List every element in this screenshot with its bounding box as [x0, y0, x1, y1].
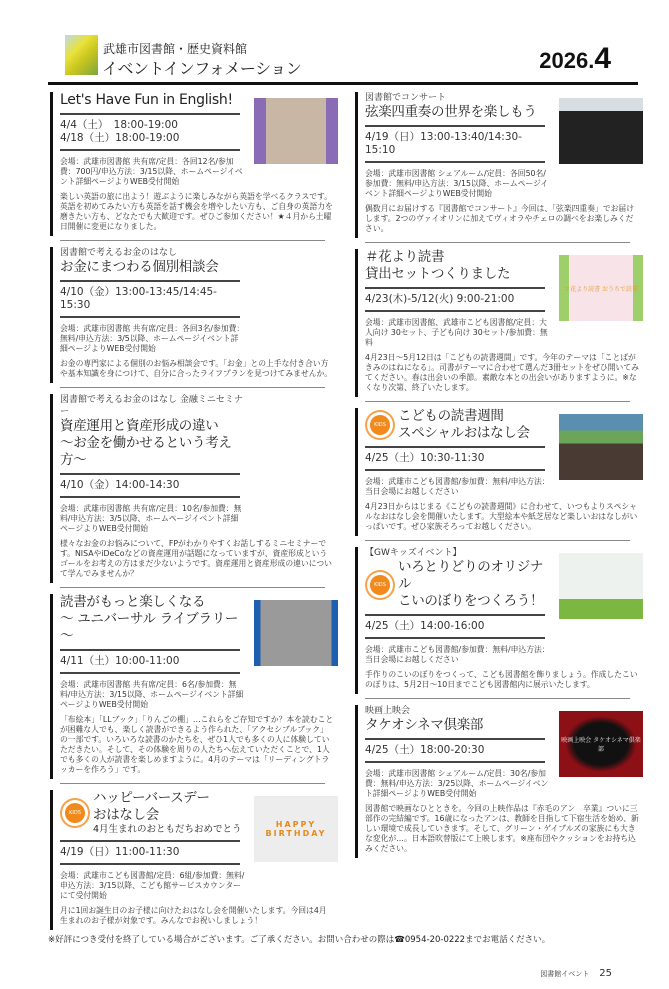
event-card: [50, 394, 337, 583]
event-top: [365, 92, 642, 199]
image-caption: 映画上映会 タケオシネマ倶楽部: [561, 737, 641, 753]
title-rule: [60, 280, 240, 282]
event-title-line: お金にまつわる個別相談会: [60, 259, 219, 275]
event-card: [355, 705, 642, 858]
page-title: イベントインフォメーション: [102, 59, 302, 78]
event-title-block: [60, 418, 246, 469]
event-title-line: 弦楽四重奏の世界を楽しもう: [365, 104, 537, 120]
card-divider: [60, 387, 325, 388]
date-rule: [365, 310, 545, 312]
image-caption: HAPPY BIRTHDAY: [265, 820, 327, 838]
event-card: [50, 790, 337, 930]
event-top: [60, 92, 337, 187]
page-header: [0, 0, 669, 92]
date-rule: [365, 637, 545, 639]
quartet-photo: [559, 98, 643, 164]
event-description: 偶数月にお届けする『図書館でコンサート』今回は、「弦楽四重奏」でお届けします。2つのヴァイオリンに加えてヴィオラやチェロの調べをお楽しみください。: [365, 204, 634, 233]
organization-name: 武雄市図書館・歴史資料館: [103, 42, 248, 56]
event-top: [365, 408, 642, 497]
event-date: 4/23(木)-5/12(火) 9:00-21:00: [365, 293, 515, 305]
event-description: 月に1回お誕生日のお子様に向けたおはなし会を開催いたします。今回は4月生まれのお子様が対象です。みんなでお祝いしましょう！: [60, 906, 327, 925]
title-rule: [60, 840, 240, 842]
event-title-block: [398, 559, 551, 610]
event-card: [355, 408, 642, 536]
kids-sun-icon: KIDS: [370, 415, 390, 435]
title-rule: [60, 649, 240, 651]
birthday-candles-photo: [254, 796, 338, 862]
kids-title-row: [365, 559, 551, 610]
event-info: 会場：武雄市図書館 シェアルーム/定員：30名/参加費：無料/申込方法：3/25以降、ホームページイベント詳細ページよりWEB受付開始: [365, 769, 549, 798]
event-date: 4/18（土）18:00-19:00: [60, 132, 180, 144]
event-subtitle: 4月生まれのおともだちおめでとう: [93, 824, 242, 835]
left-column: [50, 92, 337, 930]
right-column: [355, 92, 642, 930]
event-title-block: [60, 259, 246, 276]
event-title-line: スペシャルおはなし会: [398, 425, 530, 441]
event-date: 4/25（土）18:00-20:30: [365, 744, 485, 756]
event-heading: [60, 790, 246, 901]
title-rule: [60, 473, 240, 475]
event-card: [355, 92, 642, 238]
date-rule: [365, 161, 545, 163]
event-top: [60, 394, 337, 534]
event-heading: [365, 249, 551, 348]
event-title-line: 資産運用と資産形成の違い: [60, 418, 219, 434]
card-divider: [365, 540, 630, 541]
event-heading: [60, 247, 246, 354]
event-kicker: 図書館でコンサート: [365, 93, 447, 103]
consultation-illustration: [254, 253, 338, 319]
event-top: [60, 594, 337, 710]
event-top: [365, 547, 642, 665]
event-heading: [365, 547, 551, 665]
title-rule: [365, 614, 545, 616]
event-title-line: 貸出セットつくりました: [365, 266, 511, 282]
event-info: 会場：武雄市図書館 共有席/定員：各回3名/参加費：無料/申込方法：3/5以降、ホームページイベント詳細ページよりWEB受付開始: [60, 324, 245, 353]
card-divider: [365, 698, 630, 699]
issue-year: 2026.: [539, 48, 595, 73]
event-description: 楽しい英語の旅に出よう！遊ぶように楽しみながら英語を学べるクラスです。英語を初めてみたい方も英語を話す機会を増やしたい方も、ご自身の英語力を磨きたい方も、どなたでも大歓迎です。ぜひご参加ください！★４月から土曜日開催に変更になりました。: [60, 192, 333, 231]
title-rule: [365, 446, 545, 448]
card-divider: [60, 587, 325, 588]
event-description: お金の専門家による個別のお悩み相談会です。「お金」との上手な付き合い方や基本知識を身につけて、自分に合ったライフプランを見つけてみませんか。: [60, 359, 333, 378]
event-description: 「布絵本」「LLブック」「りんごの棚」…これらをご存知ですか？本を読むことが困難な人でも、楽しく読書ができるよう作られた、「アクセシブルブック」の一部です。いろいろな読書のかたちを、ぜひ1人でも多くの人に体験していただきたい。そして、その体験を周りの人たちへ伝えていただくことで、1人でも多くの人が読書を楽しめますように。4月のテーマは「リーディングトラッカーを作ろう」です。: [60, 715, 334, 774]
event-description: 4月23日からはじまる《こどもの読書週間》に合わせて、いつもよりスペシャルなおはなし会を開催いたします。大型絵本や紙芝居など楽しいおはなしがいっぱいです。ぜひ家族そろってお越しください。: [365, 502, 638, 531]
event-heading: [60, 594, 246, 710]
issue-date: [539, 42, 611, 76]
title-rule: [365, 738, 545, 740]
event-top: [365, 705, 642, 799]
event-info: 会場：武雄市図書館 共有席/定員：6名/参加費：無料/申込方法：3/15以降、ホームページイベント詳細ページよりWEB受付開始: [60, 680, 244, 709]
date-rule: [60, 316, 240, 318]
event-title-line: Let's Have Fun in English!: [60, 92, 233, 108]
storytime-photo: [559, 414, 643, 480]
event-date: 4/10（金）13:00-13:45/14:45-15:30: [60, 286, 217, 311]
date-rule: [60, 149, 240, 151]
header-flower-photo: [65, 35, 98, 75]
event-description: 図書館で映画なひとときを。今回の上映作品は『赤毛のアン 卒業』ついに三部作の完結編です。16歳になったアンは、教師を目指して下宿生活を始め、新しい環境で成長していきます。そして、グリーン・ゲイブルズの家族にも大きな変化が…。日本語吹替版にて上映します。※座布団やクッションをお持ち込みください。: [365, 804, 639, 853]
event-description: 4月23日〜5月12日は「こどもの読書週間」です。今年のテーマは「ことばがきみのはねになる」。司書がテーマに合わせて選んだ3冊セットをぜひ開いてみてください。春は出会いの季節。素敵な本との出会いがありますように。※なくなり次第、終了いたします。: [365, 353, 639, 392]
theater-curtain: [559, 711, 643, 777]
event-title-line: いろとりどりのオリジナル: [398, 559, 544, 592]
date-rule: [60, 672, 240, 674]
event-title-block: [60, 594, 246, 645]
event-info: 会場：武雄市こども図書館/参加費：無料/申込方法：当日会場にお越しください: [365, 645, 550, 664]
page-footer: [0, 968, 612, 979]
event-title-block: [365, 249, 551, 283]
event-kicker: 映画上映会: [365, 706, 411, 716]
event-title-line: こどもの読書週間: [398, 408, 504, 424]
event-heading: [365, 408, 551, 497]
lecturer-illustration: [254, 400, 338, 466]
event-info: 会場：武雄市図書館 シェアルーム/定員：各回50名/参加費：無料/申込方法：3/15以降、ホームページイベント詳細ページよりWEB受付開始: [365, 169, 549, 198]
event-date: 4/25（土）10:30-11:30: [365, 452, 485, 464]
card-divider: [365, 242, 630, 243]
event-info: 会場：武雄市図書館 共有席/定員：10名/参加費：無料/申込方法：3/5以降、ホームページイベント詳細ページよりWEB受付開始: [60, 504, 242, 533]
portrait-photo: [254, 98, 338, 164]
date-rule: [365, 761, 545, 763]
event-date: 4/4（土） 18:00-19:00: [60, 119, 178, 131]
event-title-line: タケオシネマ倶楽部: [365, 717, 484, 733]
section-label: 図書館イベント: [540, 970, 590, 978]
event-card: [355, 249, 642, 397]
house-illustration: [559, 255, 643, 321]
event-kicker: 【GWキッズイベント】: [365, 548, 462, 558]
event-title-block: [365, 717, 551, 734]
event-title-block: [93, 790, 242, 836]
event-title-block: [398, 408, 530, 442]
event-title-block: [365, 104, 551, 121]
event-date: 4/19（日）11:00-11:30: [60, 846, 180, 858]
events-grid: [0, 92, 669, 930]
header-divider: [48, 82, 638, 85]
event-top: [60, 790, 337, 901]
kids-sun-icon: KIDS: [65, 803, 85, 823]
footer-note: ※好評につき受付を終了している場合がございます。ご了承ください。お問い合わせの際は☎0954-20-0222までお電話ください。: [48, 935, 551, 945]
card-divider: [60, 783, 325, 784]
event-title-line: 〜お金を働かせるという考え方〜: [60, 435, 232, 468]
event-info: 会場：武雄市こども図書館/定員：6組/参加費：無料/申込方法：3/15以降、こども館サービスカウンターにて受付開始: [60, 871, 245, 900]
event-title-line: ハッピーバースデー: [93, 790, 210, 806]
event-info: 会場：武雄市こども図書館/参加費：無料/申込方法：当日会場にお越しください: [365, 477, 550, 496]
event-kicker: 図書館で考えるお金のはなし 金融ミニセミナー: [60, 395, 243, 417]
event-title-line: こいのぼりをつくろう！: [398, 593, 544, 609]
event-title-line: 読書がもっと楽しくなる: [60, 594, 206, 610]
event-info: 会場：武雄市図書館、武雄市こども図書館/定員：大人向け 30セット、子ども向け 30セット/参加費：無料: [365, 318, 548, 347]
kids-title-row: [60, 790, 246, 836]
event-date: 4/25（土）14:00-16:00: [365, 620, 485, 632]
koinobori-photo: [559, 553, 643, 619]
event-title-line: おはなし会: [93, 807, 159, 823]
issue-month: 4: [594, 42, 611, 75]
event-heading: [365, 92, 551, 199]
event-title-block: [60, 92, 246, 109]
event-description: 様々なお金のお悩みについて、FPがわかりやすくお話しするミニセミナーです。NISAやiDeCoなどの資産運用が話題になっていますが、資産形成というゴールをお考えの方はまだ少ないようです。資産運用と資産形成の違いについて学んでみませんか？: [60, 539, 332, 578]
event-heading: [60, 92, 246, 187]
event-card: [50, 247, 337, 383]
event-kicker: 図書館で考えるお金のはなし: [60, 248, 178, 258]
event-heading: [365, 705, 551, 799]
date-rule: [60, 863, 240, 865]
kids-title-row: [365, 408, 551, 442]
event-info: 会場：武雄市図書館 共有席/定員：各回12名/参加費：700円/申込方法：3/15以降、ホームページイベント詳細ページよりWEB受付開始: [60, 157, 243, 186]
event-top: [60, 247, 337, 354]
title-rule: [365, 125, 545, 127]
card-divider: [365, 401, 630, 402]
event-heading: [60, 394, 246, 534]
event-date: 4/19（日）13:00-13:40/14:30-15:10: [365, 131, 522, 156]
date-rule: [365, 469, 545, 471]
title-rule: [60, 113, 240, 115]
event-card: [355, 547, 642, 694]
card-divider: [60, 240, 325, 241]
kids-sun-icon: KIDS: [370, 575, 390, 595]
event-card: [50, 594, 337, 779]
event-top: [365, 249, 642, 348]
event-card: [50, 92, 337, 236]
image-caption: ＃花より読書 おうちで読書: [564, 285, 638, 293]
event-title-line: 〜 ユニバーサル ライブラリー 〜: [60, 611, 239, 644]
event-description: 手作りのこいのぼりをつくって、こども図書館を飾りましょう。作成したこいのぼりは、5月2日〜10日までこども図書館内に展示いたします。: [365, 670, 638, 689]
page-number: 25: [599, 968, 612, 979]
event-date: 4/11（土）10:00-11:00: [60, 655, 180, 667]
event-title-line: ＃花より読書: [365, 249, 445, 265]
date-rule: [60, 496, 240, 498]
title-rule: [365, 287, 545, 289]
event-date: 4/10（金）14:00-14:30: [60, 479, 180, 491]
reading-tracker-photo: [254, 600, 338, 666]
